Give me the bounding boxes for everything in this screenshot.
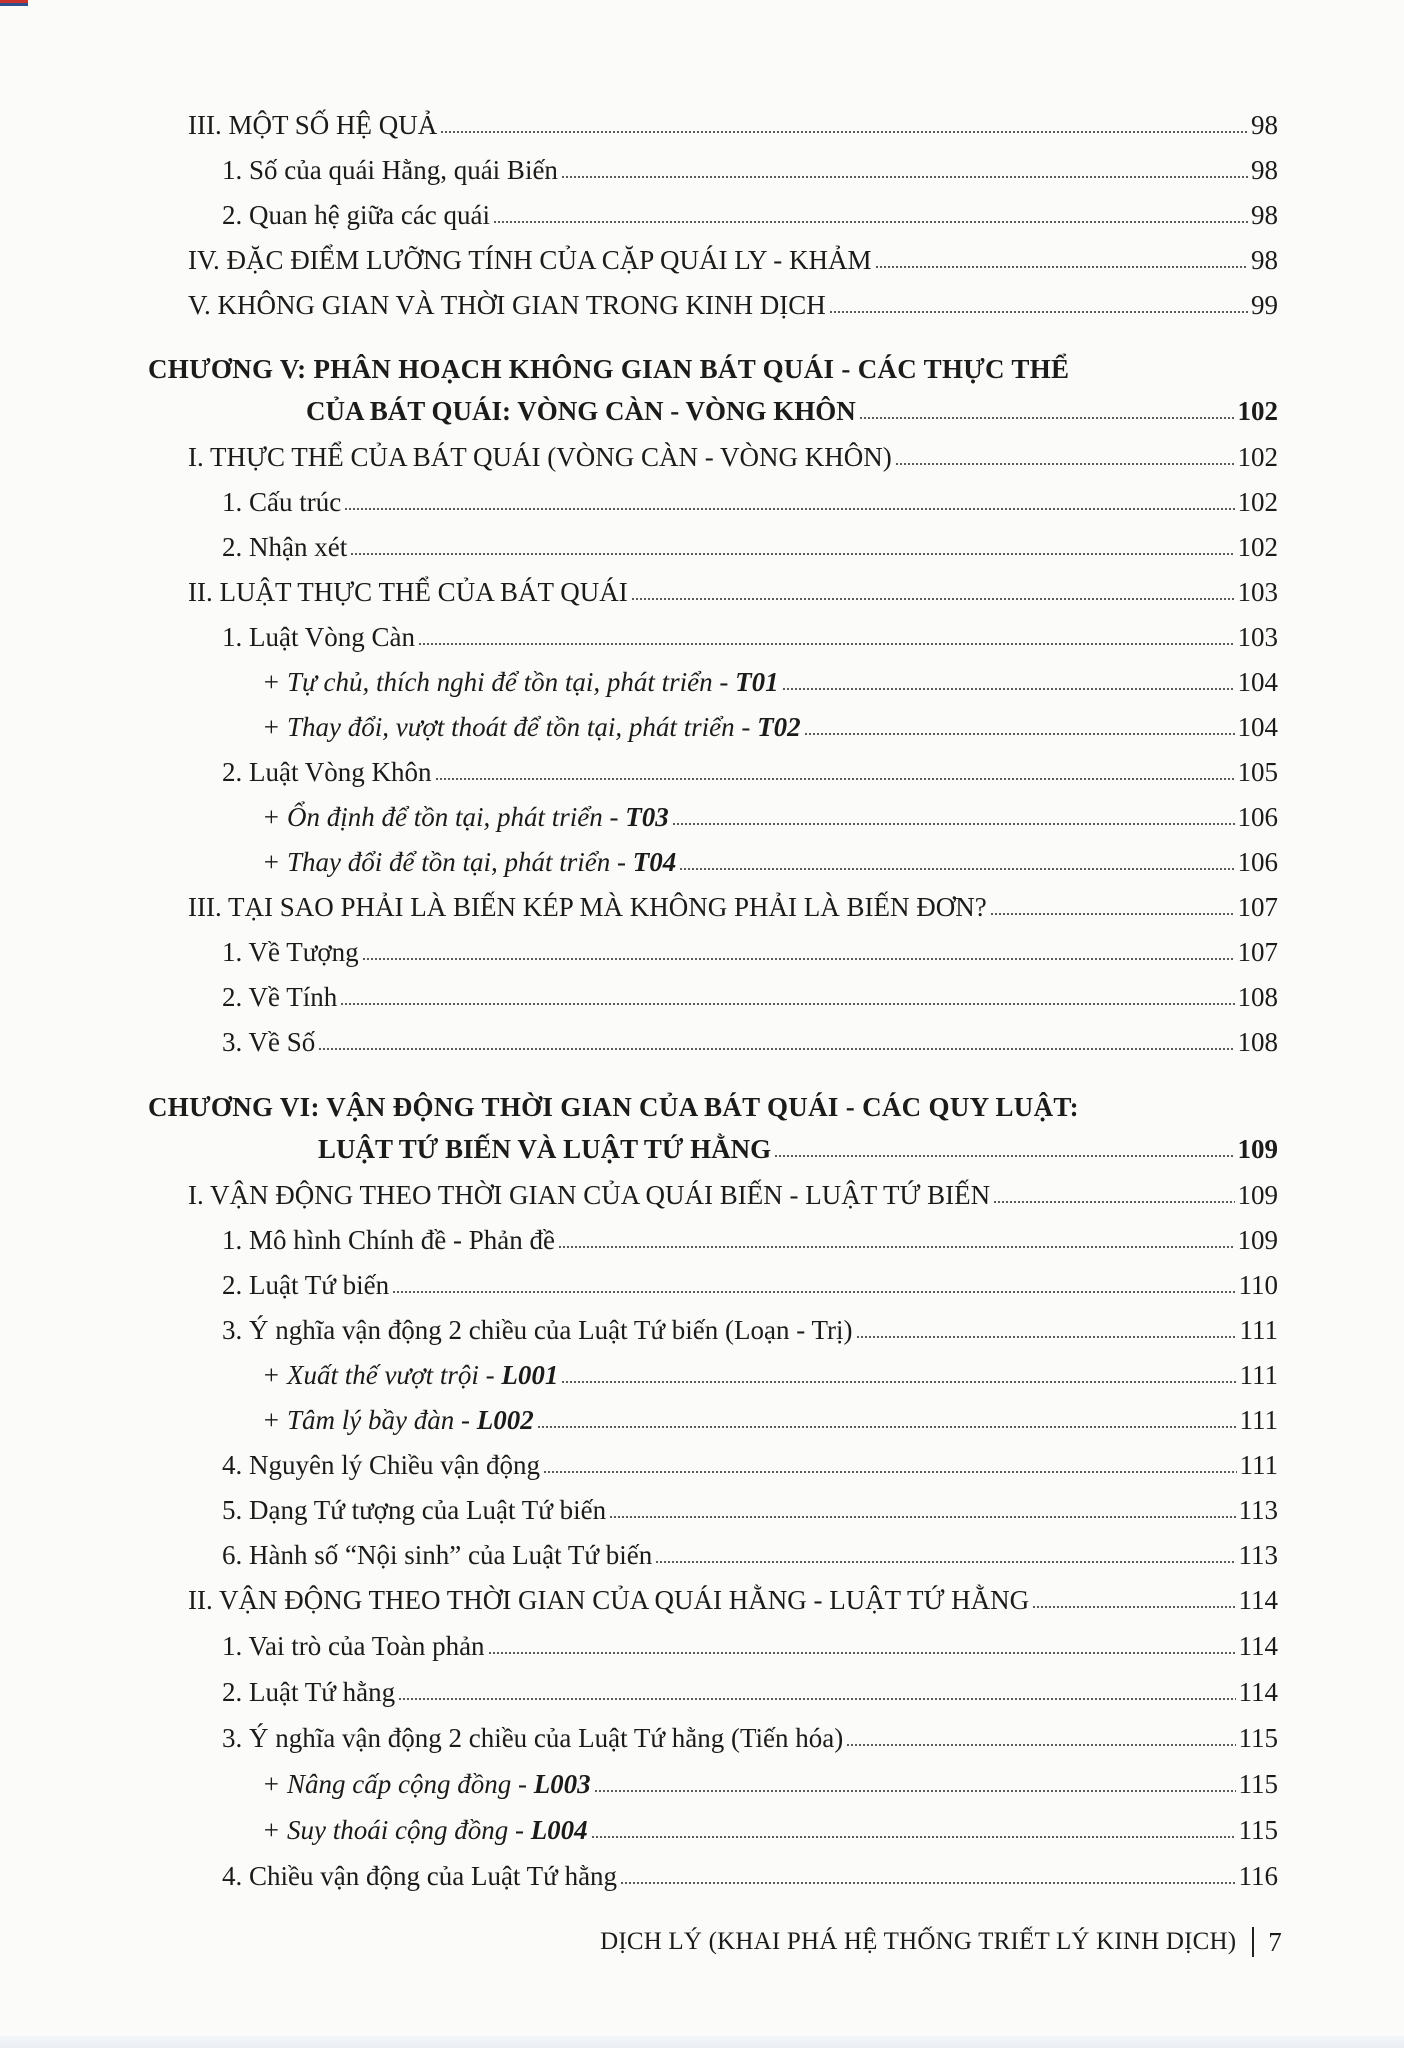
chapter-heading-line2 <box>306 394 1278 428</box>
law-code: L003 <box>533 1769 591 1799</box>
toc-entry-page: 104 <box>1237 712 1278 742</box>
toc-entry <box>262 1767 1278 1801</box>
dot-leader <box>774 1155 1234 1157</box>
toc-entry-page: 102 <box>1237 487 1278 517</box>
dot-leader <box>620 1882 1235 1884</box>
dot-leader <box>398 1698 1235 1700</box>
toc-entry <box>222 485 1278 519</box>
toc-entry <box>188 1583 1278 1617</box>
law-description: + Xuất thế vượt trội - <box>262 1360 502 1390</box>
chapter-heading-line2 <box>318 1132 1278 1166</box>
dot-leader <box>344 508 1234 510</box>
toc-entry-label: V. KHÔNG GIAN VÀ THỜI GIAN TRONG KINH DỊCH <box>188 290 826 320</box>
toc-entry-page: 115 <box>1238 1769 1278 1799</box>
toc-entry-label: III. MỘT SỐ HỆ QUẢ <box>188 110 438 140</box>
toc-entry-page: 109 <box>1237 1134 1278 1164</box>
law-description: + Tâm lý bầy đàn - <box>262 1405 477 1435</box>
toc-entry-page: 114 <box>1238 1677 1278 1707</box>
dot-leader <box>340 1003 1234 1005</box>
toc-entry <box>188 243 1278 277</box>
toc-entry-label: 1. Cấu trúc <box>222 487 342 517</box>
dot-leader <box>418 643 1235 645</box>
toc-entry-page: 111 <box>1239 1405 1278 1435</box>
toc-entry-page: 98 <box>1251 200 1278 230</box>
toc-entry-label: I. THỰC THỂ CỦA BÁT QUÁI (VÒNG CÀN - VÒNG KHÔN) <box>188 442 892 472</box>
law-code: T02 <box>757 712 801 742</box>
toc-entry <box>222 198 1278 232</box>
toc-entry <box>222 980 1278 1014</box>
toc-entry-page: 114 <box>1238 1585 1278 1615</box>
dot-leader <box>362 958 1235 960</box>
toc-entry <box>262 845 1278 879</box>
dot-leader <box>558 1246 1235 1248</box>
toc-entry <box>262 665 1278 699</box>
toc-entry-label: 4. Nguyên lý Chiều vận động <box>222 1450 540 1480</box>
toc-entry <box>222 1675 1278 1709</box>
toc-entry-label: 6. Hành số “Nội sinh” của Luật Tứ biến <box>222 1540 653 1570</box>
dot-leader <box>591 1836 1236 1838</box>
toc-entry-page: 99 <box>1251 290 1278 320</box>
toc-entry <box>222 1859 1278 1893</box>
toc-entry <box>188 890 1278 924</box>
toc-entry-label: 2. Luật Vòng Khôn <box>222 757 432 787</box>
toc-entry-label: 1. Về Tượng <box>222 937 359 967</box>
dot-leader <box>804 733 1235 735</box>
dot-leader <box>990 913 1235 915</box>
law-code: T04 <box>632 847 677 877</box>
toc-entry-label <box>262 1358 558 1392</box>
dot-leader <box>1032 1606 1235 1608</box>
dot-leader <box>561 1381 1236 1383</box>
toc-entry-page: 116 <box>1238 1861 1278 1891</box>
law-description: + Suy thoái cộng đồng - <box>262 1815 531 1845</box>
law-code: L004 <box>530 1815 588 1845</box>
dot-leader <box>875 266 1249 268</box>
toc-entry <box>222 1721 1278 1755</box>
dot-leader <box>609 1516 1235 1518</box>
dot-leader <box>672 823 1235 825</box>
toc-entry <box>222 1223 1278 1257</box>
toc-entry-label: 5. Dạng Tứ tượng của Luật Tứ biến <box>222 1495 607 1525</box>
toc-entry-label: I. VẬN ĐỘNG THEO THỜI GIAN CỦA QUÁI BIẾN - LUẬT TỨ BIẾN <box>188 1180 991 1210</box>
toc-entry-page: 111 <box>1239 1450 1278 1480</box>
toc-entry-label: 1. Mô hình Chính đề - Phản đề <box>222 1225 555 1255</box>
law-code: L001 <box>501 1360 559 1390</box>
toc-entry-page: 115 <box>1238 1815 1278 1845</box>
toc-entry-page: 98 <box>1251 110 1278 140</box>
toc-entry-label: 3. Về Số <box>222 1027 316 1057</box>
toc-entry <box>262 710 1278 744</box>
footer-divider <box>1252 1927 1254 1957</box>
dot-leader <box>846 1744 1235 1746</box>
toc-entry-label: IV. ĐẶC ĐIỂM LƯỠNG TÍNH CỦA CẶP QUÁI LY - KHẢM <box>188 245 872 275</box>
dot-leader <box>993 1201 1234 1203</box>
page-footer <box>0 1922 1282 1962</box>
toc-entry-page: 108 <box>1237 1027 1278 1057</box>
toc-entry <box>222 1493 1278 1527</box>
toc-entry-label <box>262 1767 591 1801</box>
toc-entry-label: 2. Luật Tứ biến <box>222 1270 390 1300</box>
dot-leader <box>856 1336 1237 1338</box>
toc-entry-label: III. TẠI SAO PHẢI LÀ BIẾN KÉP MÀ KHÔNG PHẢI LÀ BIẾN ĐƠN? <box>188 892 987 922</box>
dot-leader <box>782 688 1235 690</box>
toc-entry-label: II. LUẬT THỰC THỂ CỦA BÁT QUÁI <box>188 577 628 607</box>
chapter-heading: CHƯƠNG VI: VẬN ĐỘNG THỜI GIAN CỦA BÁT QUÁI - CÁC QUY LUẬT: <box>148 1092 1079 1122</box>
toc-entry <box>222 530 1278 564</box>
toc-entry-label: 2. Nhận xét <box>222 532 348 562</box>
toc-entry <box>222 1448 1278 1482</box>
law-code: T03 <box>625 802 669 832</box>
toc-entry-page: 104 <box>1237 667 1278 697</box>
toc-entry <box>188 288 1278 322</box>
toc-entry <box>222 1629 1278 1663</box>
dot-leader <box>493 221 1248 223</box>
toc-entry-label: 3. Ý nghĩa vận động 2 chiều của Luật Tứ biến (Loạn - Trị) <box>222 1315 853 1345</box>
dot-leader <box>488 1652 1236 1654</box>
toc-entry-label <box>262 1403 534 1437</box>
page-number: 7 <box>1268 1926 1282 1957</box>
toc-entry-label: CỦA BÁT QUÁI: VÒNG CÀN - VÒNG KHÔN <box>306 396 856 426</box>
dot-leader <box>895 463 1235 465</box>
law-code: T01 <box>735 667 779 697</box>
toc-entry <box>222 620 1278 654</box>
toc-entry-page: 107 <box>1237 892 1278 922</box>
toc-entry-page: 103 <box>1237 622 1278 652</box>
dot-leader <box>543 1471 1237 1473</box>
dot-leader <box>350 553 1234 555</box>
toc-entry-page: 114 <box>1238 1631 1278 1661</box>
toc-entry <box>222 755 1278 789</box>
toc-entry-page: 115 <box>1238 1723 1278 1753</box>
dot-leader <box>631 598 1235 600</box>
chapter-heading: CHƯƠNG V: PHÂN HOẠCH KHÔNG GIAN BÁT QUÁI - CÁC THỰC THỂ <box>148 354 1070 384</box>
toc-entry <box>188 440 1278 474</box>
toc-entry-label: 1. Vai trò của Toàn phản <box>222 1631 485 1661</box>
toc-entry <box>262 1403 1278 1437</box>
toc-entry-page: 109 <box>1237 1180 1278 1210</box>
toc-entry <box>262 1813 1278 1847</box>
book-title: DỊCH LÝ (KHAI PHÁ HỆ THỐNG TRIẾT LÝ KINH DỊCH) <box>600 1928 1237 1955</box>
toc-entry <box>222 935 1278 969</box>
law-code: L002 <box>476 1405 534 1435</box>
dot-leader <box>435 778 1235 780</box>
scan-edge <box>0 2036 1404 2048</box>
toc-entry-page: 102 <box>1237 532 1278 562</box>
toc-entry-label <box>262 1813 588 1847</box>
toc-entry-page: 111 <box>1239 1315 1278 1345</box>
toc-entry-page: 108 <box>1237 982 1278 1012</box>
toc-entry-label <box>262 665 779 699</box>
toc-entry-page: 107 <box>1237 937 1278 967</box>
toc-entry-label <box>262 845 676 879</box>
toc-entry-label <box>262 800 669 834</box>
toc-entry-label: 2. Về Tính <box>222 982 338 1012</box>
law-description: + Tự chủ, thích nghi để tồn tại, phát triển - <box>262 667 736 697</box>
toc-entry <box>222 1268 1278 1302</box>
dot-leader <box>440 131 1248 133</box>
toc-entry-page: 103 <box>1237 577 1278 607</box>
dot-leader <box>655 1561 1235 1563</box>
toc-entry-page: 106 <box>1237 802 1278 832</box>
dot-leader <box>392 1291 1235 1293</box>
toc-entry-page: 113 <box>1238 1495 1278 1525</box>
toc-entry-page: 102 <box>1237 396 1278 426</box>
toc-entry-page: 109 <box>1237 1225 1278 1255</box>
law-description: + Thay đổi để tồn tại, phát triển - <box>262 847 633 877</box>
toc-entry-label: 2. Luật Tứ hằng <box>222 1677 396 1707</box>
toc-entry-label: 1. Số của quái Hằng, quái Biến <box>222 155 558 185</box>
corner-color-mark <box>0 0 28 6</box>
law-description: + Nâng cấp cộng đồng - <box>262 1769 534 1799</box>
toc-entry-page: 106 <box>1237 847 1278 877</box>
dot-leader <box>594 1790 1236 1792</box>
toc-entry <box>188 1178 1278 1212</box>
toc-entry-label <box>262 710 801 744</box>
toc-entry-label: 2. Quan hệ giữa các quái <box>222 200 491 230</box>
toc-entry-page: 102 <box>1237 442 1278 472</box>
toc-entry-page: 98 <box>1251 245 1278 275</box>
dot-leader <box>537 1426 1237 1428</box>
law-description: + Ổn định để tồn tại, phát triển - <box>262 802 626 832</box>
dot-leader <box>829 311 1248 313</box>
toc-entry-label: 4. Chiều vận động của Luật Tứ hằng <box>222 1861 618 1891</box>
toc-entry-page: 105 <box>1237 757 1278 787</box>
toc-entry <box>222 1538 1278 1572</box>
toc-entry <box>188 108 1278 142</box>
toc-entry-label: II. VẬN ĐỘNG THEO THỜI GIAN CỦA QUÁI HẰNG - LUẬT TỨ HẰNG <box>188 1585 1030 1615</box>
dot-leader <box>561 176 1248 178</box>
toc-entry <box>262 800 1278 834</box>
toc-entry-page: 113 <box>1238 1540 1278 1570</box>
toc-entry-label: LUẬT TỨ BIẾN VÀ LUẬT TỨ HẰNG <box>318 1134 772 1164</box>
law-description: + Thay đổi, vượt thoát để tồn tại, phát triển - <box>262 712 758 742</box>
toc-entry <box>222 1313 1278 1347</box>
dot-leader <box>859 417 1235 419</box>
toc-entry-page: 98 <box>1251 155 1278 185</box>
dot-leader <box>679 868 1234 870</box>
toc-entry <box>188 575 1278 609</box>
toc-entry <box>222 153 1278 187</box>
toc-entry-label: 3. Ý nghĩa vận động 2 chiều của Luật Tứ hằng (Tiến hóa) <box>222 1723 844 1753</box>
toc-entry-page: 110 <box>1238 1270 1278 1300</box>
toc-entry <box>262 1358 1278 1392</box>
dot-leader <box>318 1048 1234 1050</box>
toc-entry-label: 1. Luật Vòng Càn <box>222 622 415 652</box>
toc-entry-page: 111 <box>1239 1360 1278 1390</box>
toc-entry <box>222 1025 1278 1059</box>
